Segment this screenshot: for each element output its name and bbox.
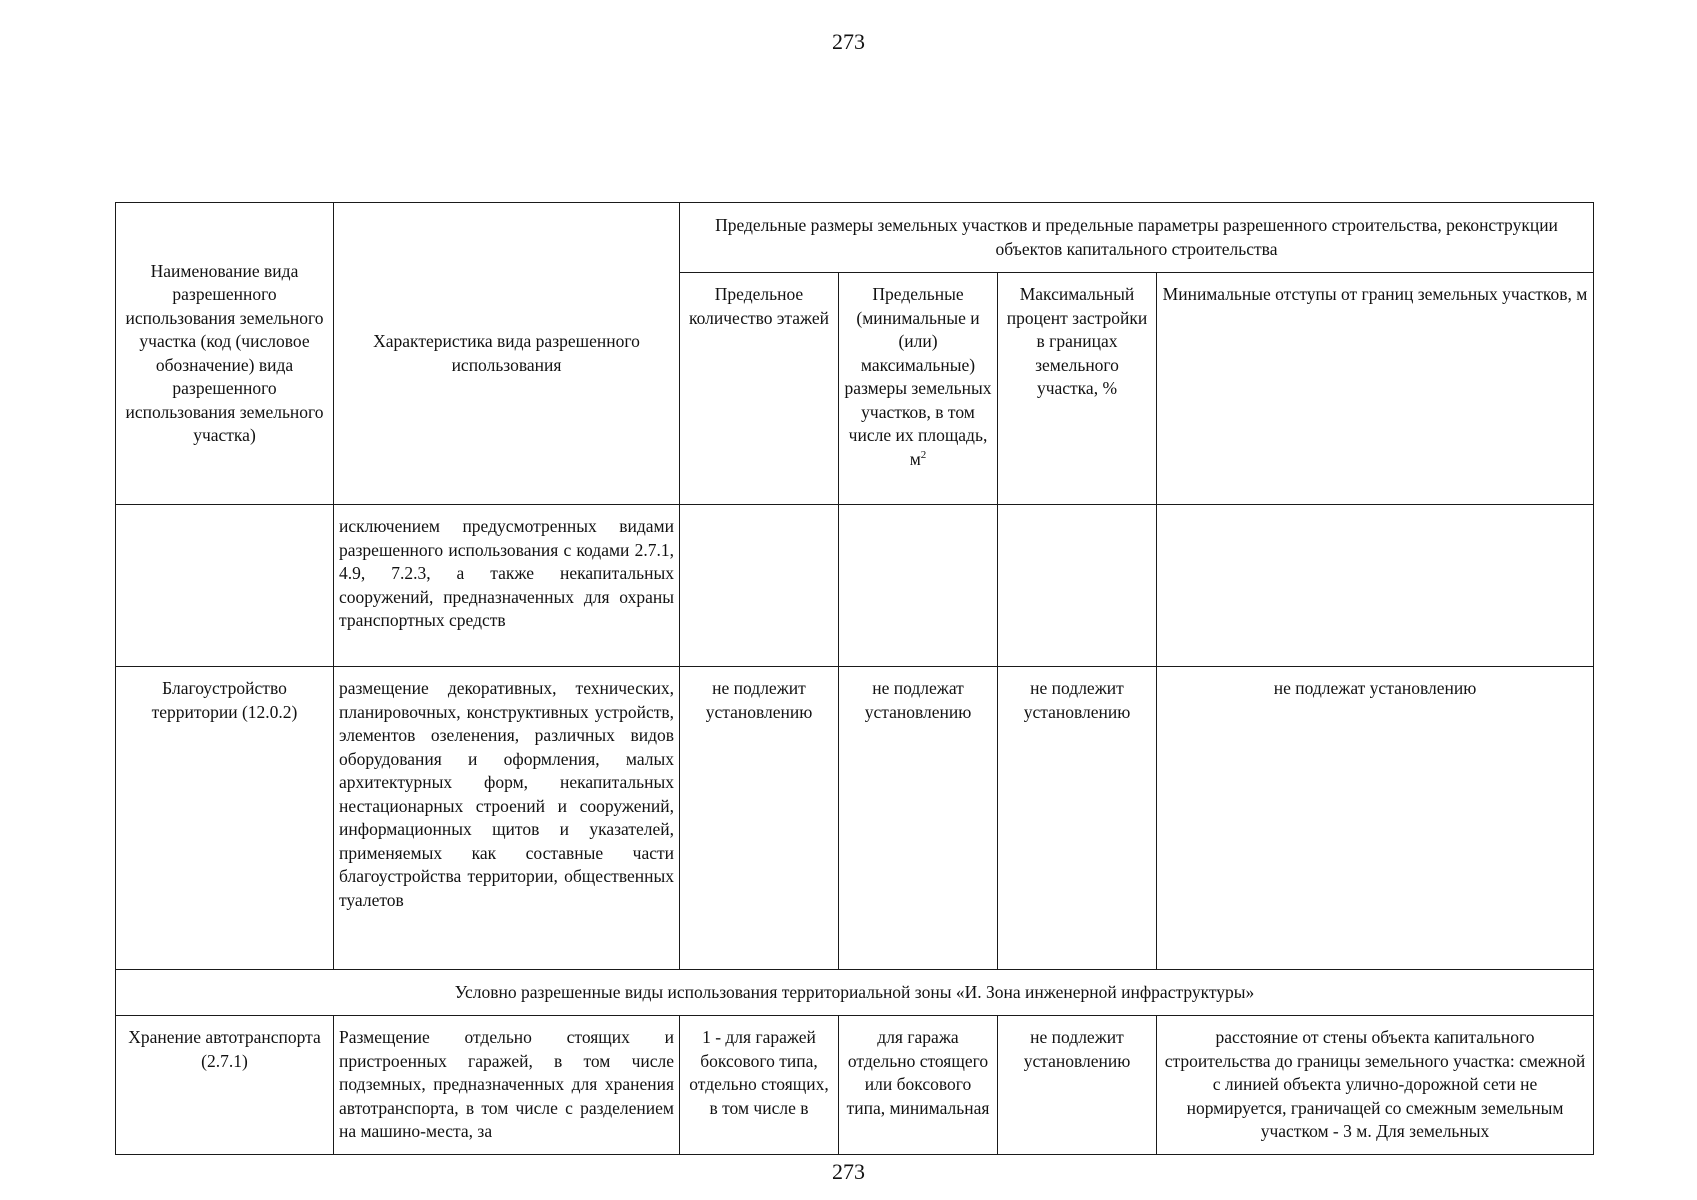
page-number-top: 273 bbox=[832, 29, 865, 54]
header-limits-group-cell: Предельные размеры земельных участков и предельные параметры разрешенного строительства, реконструкции объектов капитального строительства bbox=[680, 203, 1594, 273]
row-continuation-characteristic: исключением предусмотренных видами разрешенного использования с кодами 2.7.1, 4.9, 7.2.3, а также некапитальных сооружений, предназначенных для охраны транспортных средств bbox=[334, 505, 680, 667]
table-row-continuation bbox=[116, 505, 1594, 667]
row-continuation-percent bbox=[998, 505, 1157, 667]
header-characteristic-cell: Характеристика вида разрешенного использования bbox=[334, 203, 680, 505]
row-continuation-floors bbox=[680, 505, 839, 667]
row-landscaping-floors: не подлежит установлению bbox=[680, 667, 839, 970]
header-sizes-superscript: 2 bbox=[920, 448, 927, 461]
row-vehicle-storage-characteristic: Размещение отдельно стоящих и пристроенных гаражей, в том числе подземных, предназначенных для хранения автотранспорта, в том числе с разделением на машино-места, за bbox=[334, 1016, 680, 1155]
row-landscaping-setbacks: не подлежат установлению bbox=[1157, 667, 1594, 970]
header-floors-cell: Предельное количество этажей bbox=[680, 273, 839, 505]
header-row-1 bbox=[116, 203, 1594, 273]
row-vehicle-storage-percent: не подлежит установлению bbox=[998, 1016, 1157, 1155]
table-row-landscaping bbox=[116, 667, 1594, 970]
header-setbacks-cell: Минимальные отступы от границ земельных участков, м bbox=[1157, 273, 1594, 505]
table-row-vehicle-storage bbox=[116, 1016, 1594, 1155]
row-vehicle-storage-setbacks: расстояние от стены объекта капитального строительства до границы земельного участка: смежной с линией объекта улично-дорожной сети не нормируется, граничащей со смежным земельным участком - 3 м. Для земельных bbox=[1157, 1016, 1594, 1155]
section-title: Условно разрешенные виды использования территориальной зоны «И. Зона инженерной инфраструктуры» bbox=[116, 970, 1594, 1016]
row-continuation-sizes bbox=[839, 505, 998, 667]
section-title-row bbox=[116, 970, 1594, 1016]
row-vehicle-storage-name: Хранение автотранспорта (2.7.1) bbox=[116, 1016, 334, 1155]
row-landscaping-name: Благоустройство территории (12.0.2) bbox=[116, 667, 334, 970]
row-continuation-setbacks bbox=[1157, 505, 1594, 667]
row-continuation-name bbox=[116, 505, 334, 667]
header-name-cell: Наименование вида разрешенного использования земельного участка (код (числовое обозначение) вида разрешенного использования земельного участка) bbox=[116, 203, 334, 505]
row-landscaping-percent: не подлежит установлению bbox=[998, 667, 1157, 970]
row-vehicle-storage-floors: 1 - для гаражей боксового типа, отдельно стоящих, в том числе в bbox=[680, 1016, 839, 1155]
row-landscaping-sizes: не подлежат установлению bbox=[839, 667, 998, 970]
row-vehicle-storage-sizes: для гаража отдельно стоящего или боксового типа, минимальная bbox=[839, 1016, 998, 1155]
row-landscaping-characteristic: размещение декоративных, технических, планировочных, конструктивных устройств, элементов озеленения, различных видов оборудования и оформления, малых архитектурных форм, некапитальных нестационарных строений и сооружений, информационных щитов и указателей, применяемых как составные части благоустройства территории, общественных туалетов bbox=[334, 667, 680, 970]
page-number-bottom: 273 bbox=[832, 1159, 865, 1184]
land-use-table bbox=[115, 202, 1594, 1155]
header-sizes-cell bbox=[839, 273, 998, 505]
header-sizes-text: Предельные (минимальные и (или) максимальные) размеры земельных участков, в том числе их площадь, м bbox=[844, 284, 992, 469]
header-percent-cell: Максимальный процент застройки в границах земельного участка, % bbox=[998, 273, 1157, 505]
